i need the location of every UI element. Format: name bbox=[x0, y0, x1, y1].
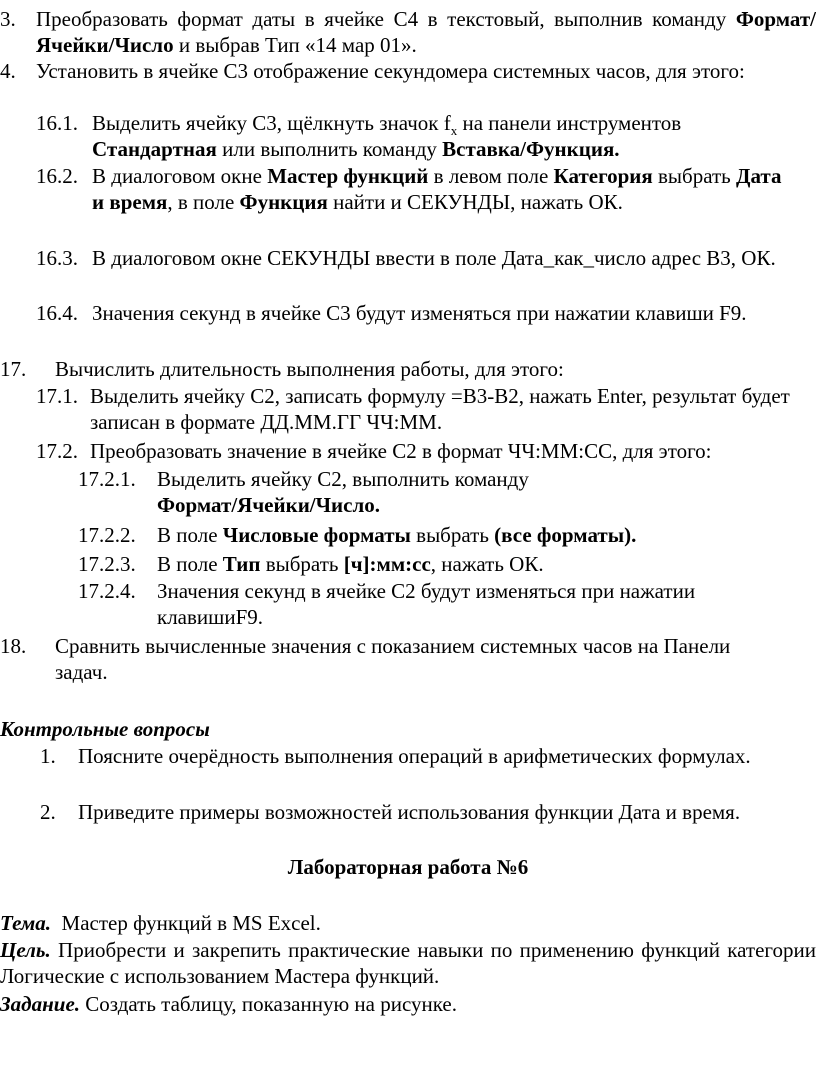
question-text: Поясните очерёдность выполнения операций в арифметических формулах. bbox=[78, 744, 751, 768]
list-item bbox=[36, 245, 796, 271]
task-text: Создать таблицу, показанную на рисунке. bbox=[80, 992, 457, 1016]
list-item bbox=[36, 383, 796, 435]
item-number: 16.3. bbox=[36, 246, 78, 270]
list-item bbox=[36, 300, 816, 326]
list-item bbox=[0, 633, 780, 685]
question-number: 1. bbox=[40, 744, 56, 768]
item-text: Выделить ячейку С2, записать формулу =В3-В2, нажать Enter, результат будет записан в формате ДД.ММ.ГГ ЧЧ:ММ. bbox=[90, 384, 790, 434]
item-text: Преобразовать формат даты в ячейке С4 в текстовый, выполнив команду Формат/Ячейки/Число и выбрав Тип «14 мар 01». bbox=[36, 7, 816, 57]
section-heading: Контрольные вопросы bbox=[0, 717, 210, 741]
goal-line bbox=[0, 937, 816, 989]
item-number: 3. bbox=[0, 7, 16, 31]
task-label: Задание. bbox=[0, 992, 81, 1016]
topic-label: Тема. bbox=[0, 911, 52, 935]
item-number: 17.2.1. bbox=[78, 467, 136, 491]
item-text: Значения секунд в ячейке С2 будут изменяться при нажатии клавишиF9. bbox=[157, 579, 696, 629]
goal-text: Приобрести и закрепить практические навыки по применению функций категории Логические с использованием Мастера функций. bbox=[0, 938, 816, 988]
item-text: В диалоговом окне Мастер функций в левом поле Категория выбрать Дата и время, в поле Функция найти и СЕКУНДЫ, нажать ОК. bbox=[92, 164, 782, 214]
list-item bbox=[78, 551, 798, 577]
question-item bbox=[40, 743, 760, 769]
item-text: Вычислить длительность выполнения работы, для этого: bbox=[55, 357, 564, 381]
list-item bbox=[78, 466, 798, 518]
item-text: Выделить ячейку С3, щёлкнуть значок $f_x$ на панели инструментов Стандартная или выполнить команду Вставка/Функция. bbox=[92, 111, 682, 161]
item-number: 17. bbox=[0, 357, 27, 381]
item-text: Установить в ячейке С3 отображение секундомера системных часов, для этого: bbox=[36, 59, 745, 83]
question-number: 2. bbox=[40, 800, 56, 824]
item-number: 17.2.2. bbox=[78, 523, 136, 547]
item-text: В поле Числовые форматы выбрать (все форматы). bbox=[157, 523, 637, 547]
item-number: 4. bbox=[0, 59, 16, 83]
list-item bbox=[0, 58, 816, 84]
page-title: Лабораторная работа №6 bbox=[287, 855, 529, 879]
list-item bbox=[78, 578, 778, 630]
list-item bbox=[36, 110, 796, 162]
item-number: 17.2. bbox=[36, 439, 78, 463]
item-text: В диалоговом окне СЕКУНДЫ ввести в поле Дата_как_число адрес В3, ОК. bbox=[92, 246, 776, 270]
list-item bbox=[0, 6, 816, 58]
item-text: Выделить ячейку С2, выполнить команду Формат/Ячейки/Число. bbox=[157, 467, 529, 517]
list-item bbox=[36, 163, 796, 215]
item-text: Преобразовать значение в ячейке С2 в формат ЧЧ:ММ:СС, для этого: bbox=[90, 439, 712, 463]
goal-label: Цель. bbox=[0, 938, 51, 962]
list-item bbox=[0, 356, 816, 382]
list-item bbox=[36, 438, 816, 464]
item-number: 16.4. bbox=[36, 301, 78, 325]
topic-text: Мастер функций в MS Excel. bbox=[51, 911, 321, 935]
item-number: 17.2.4. bbox=[78, 579, 136, 603]
item-number: 16.2. bbox=[36, 164, 78, 188]
list-item bbox=[78, 522, 798, 548]
item-text: Значения секунд в ячейке С3 будут изменяться при нажатии клавиши F9. bbox=[92, 301, 747, 325]
item-number: 16.1. bbox=[36, 111, 78, 135]
topic-line bbox=[0, 910, 816, 936]
item-text: В поле Тип выбрать [ч]:мм:сс, нажать ОК. bbox=[157, 552, 544, 576]
task-line bbox=[0, 991, 816, 1017]
item-text: Сравнить вычисленные значения с показанием системных часов на Панели задач. bbox=[55, 634, 731, 684]
item-number: 17.2.3. bbox=[78, 552, 136, 576]
question-text: Приведите примеры возможностей использования функции Дата и время. bbox=[78, 800, 741, 824]
question-item bbox=[40, 799, 780, 825]
item-number: 18. bbox=[0, 634, 27, 658]
item-number: 17.1. bbox=[36, 384, 78, 408]
